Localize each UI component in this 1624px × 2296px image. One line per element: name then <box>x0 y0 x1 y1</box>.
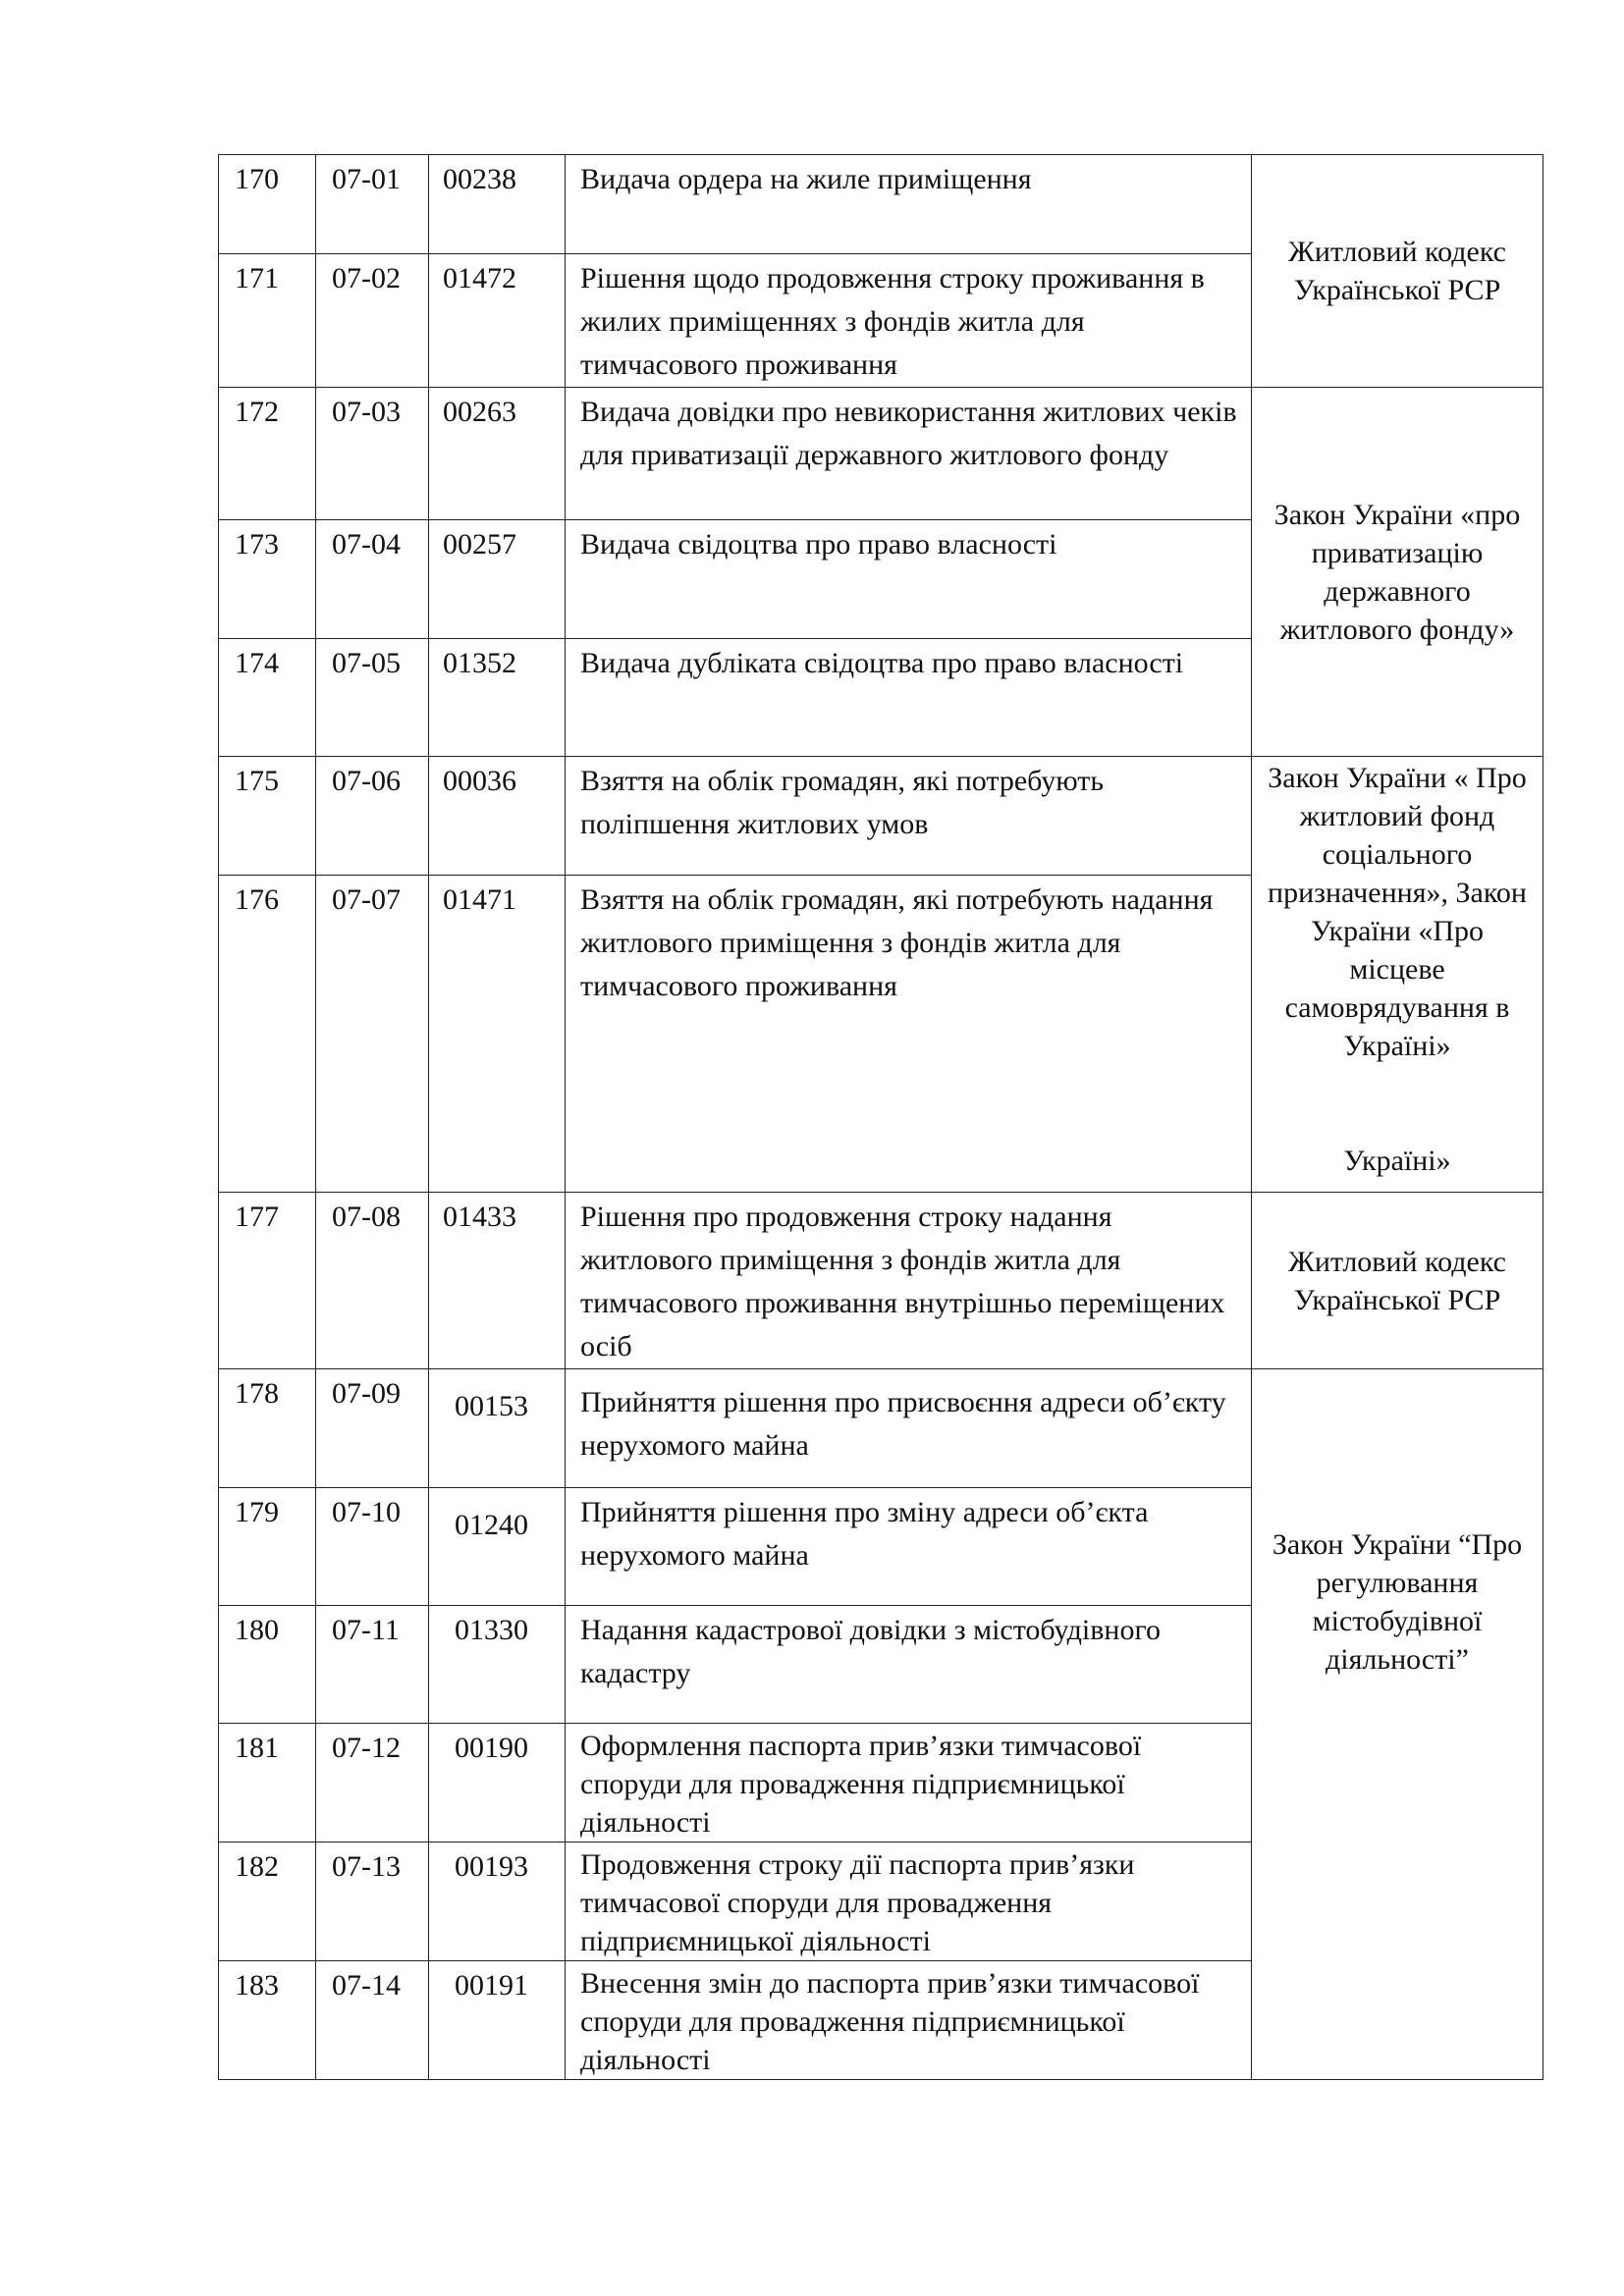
row-number: 180 <box>219 1606 316 1724</box>
service-code: 00036 <box>429 757 566 876</box>
legal-basis-text: Закон України “Про регулювання містобудівної діяльності” <box>1272 1527 1523 1676</box>
service-code: 01330 <box>429 1606 566 1724</box>
service-name: Взяття на облік громадян, які потребують поліпшення житлових умов <box>566 757 1252 876</box>
row-number: 178 <box>219 1369 316 1488</box>
section-code: 07-04 <box>316 520 429 639</box>
section-code: 07-09 <box>316 1369 429 1488</box>
service-name: Оформлення паспорта прив’язки тимчасової споруди для провадження підприємницької діяльності <box>566 1724 1252 1842</box>
service-name: Рішення про продовження строку надання житлового приміщення з фондів житла для тимчасового проживання внутрішньо переміщених осіб <box>566 1193 1252 1369</box>
service-name: Взяття на облік громадян, які потребують надання житлового приміщення з фондів житла для тимчасового проживання <box>566 876 1252 1193</box>
table-row <box>219 1193 1543 1369</box>
section-code: 07-01 <box>316 155 429 254</box>
service-name: Видача ордера на жиле приміщення <box>566 155 1252 254</box>
row-number: 182 <box>219 1842 316 1961</box>
row-number: 179 <box>219 1488 316 1606</box>
legal-basis <box>1252 388 1543 757</box>
legal-basis-text: Закон України «про приватизацію державного житлового фонду» <box>1273 498 1521 646</box>
section-code: 07-03 <box>316 388 429 520</box>
legal-basis-text: Житловий кодекс Української РСР <box>1288 236 1506 306</box>
service-code: 01433 <box>429 1193 566 1369</box>
section-code: 07-14 <box>316 1961 429 2080</box>
service-name: Видача довідки про невикористання житлових чеків для приватизації державного житлового фонду <box>566 388 1252 520</box>
service-name: Прийняття рішення про зміну адреси об’єкта нерухомого майна <box>566 1488 1252 1606</box>
service-code: 01240 <box>429 1488 566 1606</box>
service-code: 00263 <box>429 388 566 520</box>
legal-basis <box>1252 1369 1543 2080</box>
legal-basis-text: Закон України « Про житловий фонд соціального призначення», Закон України «Про місцеве самоврядування в Україні» <box>1268 762 1527 1062</box>
section-code: 07-06 <box>316 757 429 876</box>
row-number: 183 <box>219 1961 316 2080</box>
row-number: 181 <box>219 1724 316 1842</box>
service-code: 00238 <box>429 155 566 254</box>
service-code: 00193 <box>429 1842 566 1961</box>
service-name: Видача дубліката свідоцтва про право власності <box>566 639 1252 757</box>
section-code: 07-13 <box>316 1842 429 1961</box>
row-number: 175 <box>219 757 316 876</box>
service-code: 00257 <box>429 520 566 639</box>
row-number: 170 <box>219 155 316 254</box>
row-number: 172 <box>219 388 316 520</box>
legal-basis <box>1252 155 1543 388</box>
legal-basis <box>1252 757 1543 1193</box>
service-name: Надання кадастрової довідки з містобудівного кадастру <box>566 1606 1252 1724</box>
service-code: 00190 <box>429 1724 566 1842</box>
table-row <box>219 155 1543 254</box>
service-name: Внесення змін до паспорта прив’язки тимчасової споруди для провадження підприємницької діяльності <box>566 1961 1252 2080</box>
section-code: 07-05 <box>316 639 429 757</box>
service-name: Продовження строку дії паспорта прив’язки тимчасової споруди для провадження підприємницької діяльності <box>566 1842 1252 1961</box>
service-code: 01471 <box>429 876 566 1193</box>
service-name: Видача свідоцтва про право власності <box>566 520 1252 639</box>
row-number: 174 <box>219 639 316 757</box>
legal-basis-tail: Україні» <box>1343 1145 1451 1177</box>
table-row <box>219 1369 1543 1488</box>
section-code: 07-08 <box>316 1193 429 1369</box>
service-code: 00153 <box>429 1369 566 1488</box>
service-name: Прийняття рішення про присвоєння адреси об’єкту нерухомого майна <box>566 1369 1252 1488</box>
row-number: 176 <box>219 876 316 1193</box>
section-code: 07-11 <box>316 1606 429 1724</box>
services-table <box>218 154 1543 2080</box>
row-number: 173 <box>219 520 316 639</box>
section-code: 07-07 <box>316 876 429 1193</box>
section-code: 07-10 <box>316 1488 429 1606</box>
legal-basis-text: Житловий кодекс Української РСР <box>1288 1245 1506 1316</box>
table-row <box>219 388 1543 520</box>
service-code: 01352 <box>429 639 566 757</box>
section-code: 07-12 <box>316 1724 429 1842</box>
legal-basis <box>1252 1193 1543 1369</box>
row-number: 171 <box>219 254 316 388</box>
table-row <box>219 757 1543 876</box>
service-name: Рішення щодо продовження строку проживання в жилих приміщеннях з фондів житла для тимчасового проживання <box>566 254 1252 388</box>
section-code: 07-02 <box>316 254 429 388</box>
row-number: 177 <box>219 1193 316 1369</box>
service-code: 01472 <box>429 254 566 388</box>
service-code: 00191 <box>429 1961 566 2080</box>
